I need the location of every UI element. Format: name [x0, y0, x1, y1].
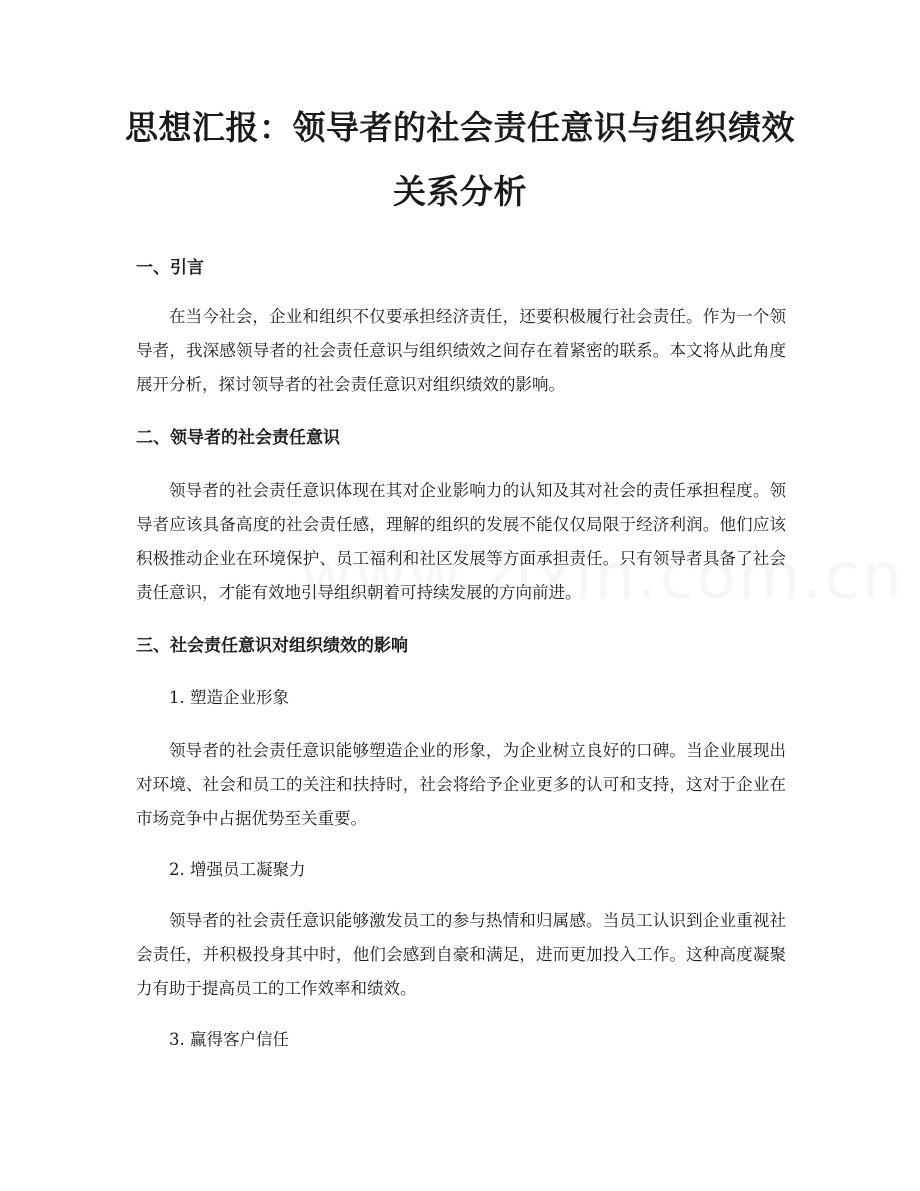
- subsection-label-corporate-image: 1. 塑造企业形象: [169, 688, 289, 707]
- subsection-paragraph-corporate-image: 领导者的社会责任意识能够塑造企业的形象，为企业树立良好的口碑。当企业展现出对环境、社会和员工的关注和扶持时，社会将给予企业更多的认可和支持，这对于企业在市场竞争中占据优势至关重要。: [136, 741, 786, 828]
- section-paragraph-leader-awareness: 领导者的社会责任意识体现在其对企业影响力的认知及其对社会的责任承担程度。领导者应该具备高度的社会责任感，理解的组织的发展不能仅仅局限于经济利润。他们应该积极推动企业在环境保护、员工福利和社区发展等方面承担责任。只有领导者具备了社会责任意识，才能有效地引导组织朝着可持续发展的方向前进。: [136, 481, 786, 602]
- page-title: 思想汇报：领导者的社会责任意识与组织绩效关系分析: [125, 108, 795, 211]
- subsection-label-customer-trust: 3. 赢得客户信任: [169, 1030, 289, 1049]
- section-paragraph-introduction: 在当今社会，企业和组织不仅要承担经济责任，还要积极履行社会责任。作为一个领导者，我深感领导者的社会责任意识与组织绩效之间存在着紧密的联系。本文将从此角度展开分析，探讨领导者的社会责任意识对组织绩效的影响。: [136, 307, 786, 394]
- subsection-label-employee-cohesion: 2. 增强员工凝聚力: [169, 860, 306, 879]
- section-heading-introduction: 一、引言: [136, 258, 204, 278]
- section-heading-impact: 三、社会责任意识对组织绩效的影响: [136, 636, 408, 656]
- subsection-paragraph-employee-cohesion: 领导者的社会责任意识能够激发员工的参与热情和归属感。当员工认识到企业重视社会责任，并积极投身其中时，他们会感到自豪和满足，进而更加投入工作。这种高度凝聚力有助于提高员工的工作效率和绩效。: [136, 911, 786, 998]
- section-heading-leader-awareness: 二、领导者的社会责任意识: [136, 428, 340, 448]
